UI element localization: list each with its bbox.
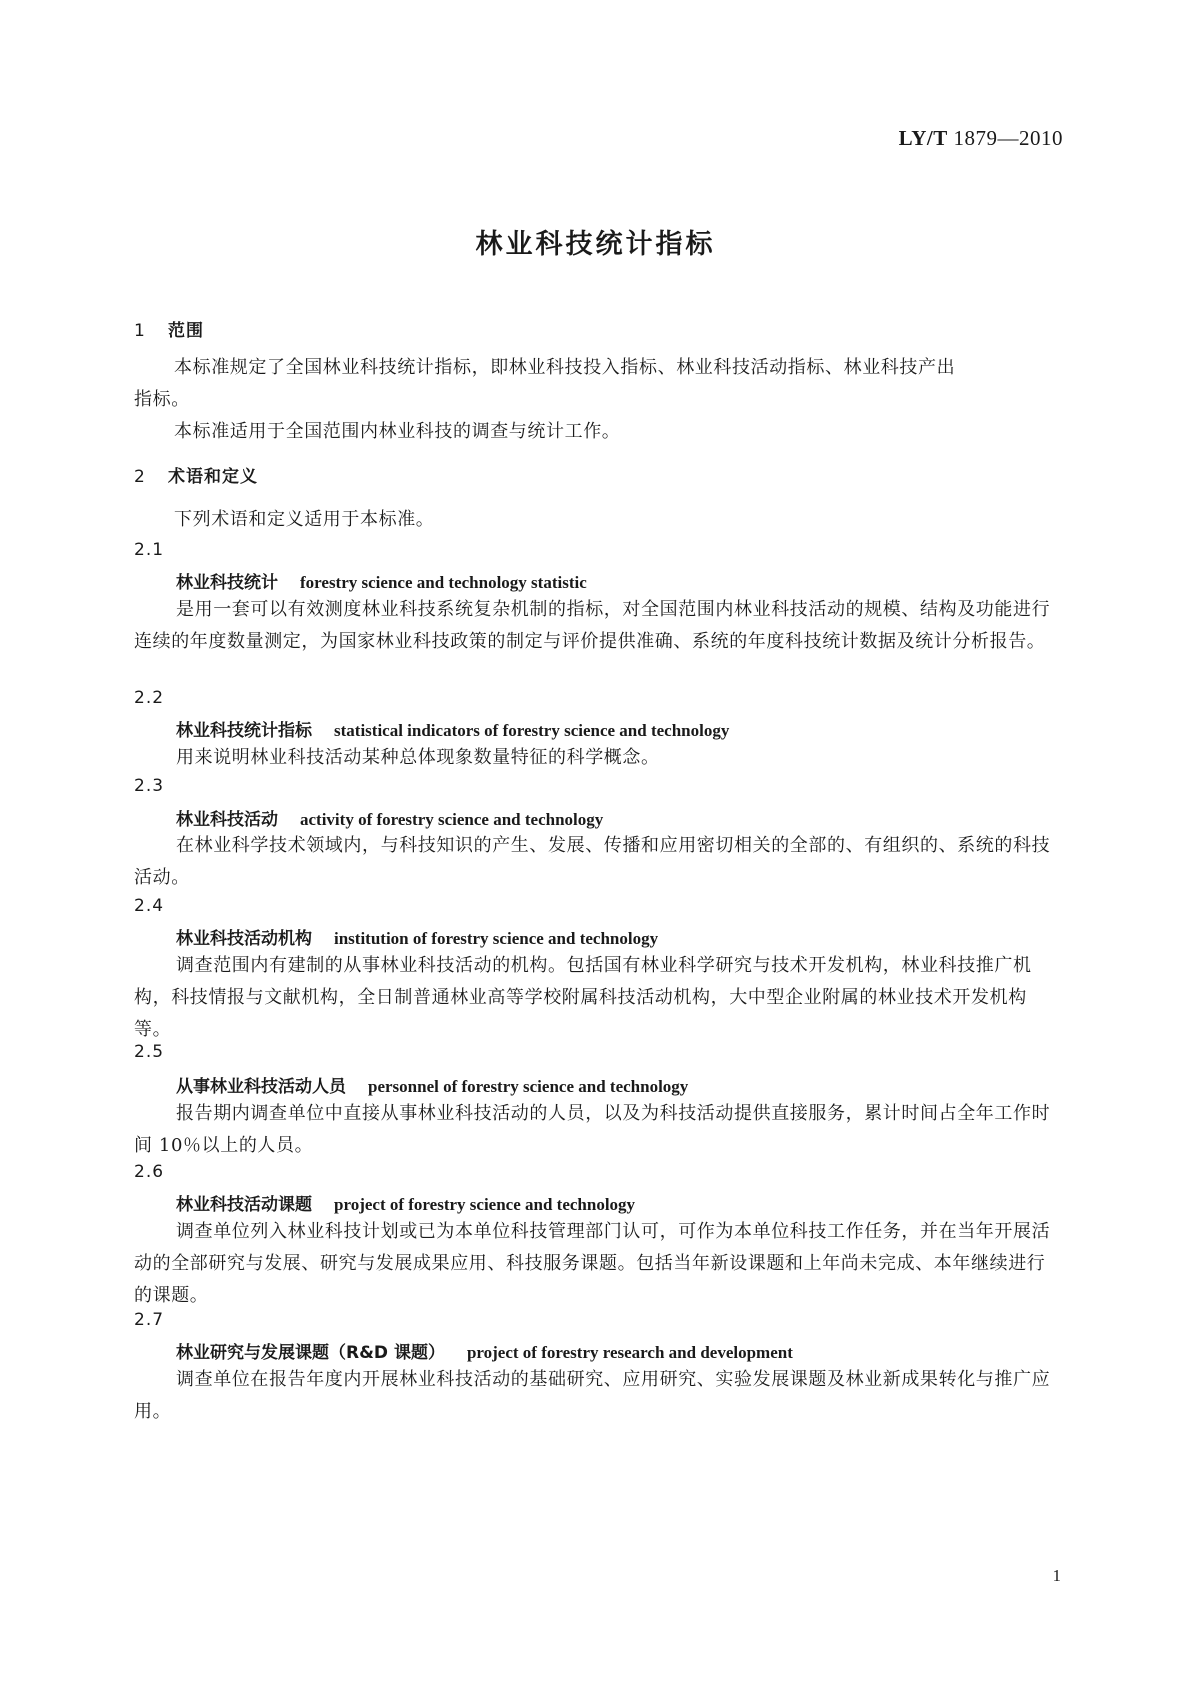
term-english: forestry science and technology statistic [300, 573, 587, 592]
term-heading [176, 1190, 635, 1215]
section-title: 术语和定义 [168, 467, 258, 487]
term-heading [176, 1072, 688, 1097]
term-heading [176, 924, 658, 949]
term-heading [176, 568, 587, 593]
term-number: 2.7 [134, 1310, 165, 1330]
scope-paragraph-1-line-2: 指标。 [134, 389, 190, 410]
section-1-heading [134, 316, 204, 341]
standard-code [899, 126, 1063, 151]
term-number: 2.5 [134, 1042, 165, 1062]
section-2-heading [134, 462, 258, 487]
term-chinese: 林业科技活动机构 [176, 929, 312, 949]
term-definition: 调查单位在报告年度内开展林业科技活动的基础研究、应用研究、实验发展课题及林业新成果转化与推广应用。 [134, 1369, 1051, 1422]
term-chinese: 林业科技活动 [176, 810, 278, 830]
term-heading [176, 1338, 793, 1363]
term-english: activity of forestry science and technology [300, 810, 604, 829]
term-definition: 调查范围内有建制的从事林业科技活动的机构。包括国有林业科学研究与技术开发机构，林业科技推广机构，科技情报与文献机构，全日制普通林业高等学校附属科技活动机构，大中型企业附属的林业技术开发机构等。 [134, 955, 1032, 1040]
term-english: personnel of forestry science and technology [368, 1077, 689, 1096]
term-number: 2.1 [134, 540, 165, 560]
scope-paragraph-1 [134, 352, 1054, 416]
term-definition: 是用一套可以有效测度林业科技系统复杂机制的指标，对全国范围内林业科技活动的规模、结构及功能进行连续的年度数量测定，为国家林业科技政策的制定与评价提供准确、系统的年度科技统计数据及统计分析报告。 [134, 599, 1051, 652]
term-number: 2.2 [134, 688, 165, 708]
page-number: 1 [1052, 1566, 1061, 1585]
scope-paragraph-2 [134, 416, 1054, 448]
term-english: project of forestry research and development [466, 1343, 793, 1362]
standard-code-number: 1879—2010 [953, 126, 1063, 150]
terms-intro-text: 下列术语和定义适用于本标准。 [174, 509, 435, 530]
term-number: 2.4 [134, 896, 165, 916]
term-heading [176, 805, 603, 830]
standard-code-prefix: LY/T [898, 126, 948, 150]
section-title: 范围 [168, 321, 204, 341]
term-chinese: 林业研究与发展课题（R&D 课题） [176, 1343, 445, 1363]
term-chinese: 林业科技活动课题 [176, 1195, 312, 1215]
section-number: 1 [134, 321, 145, 341]
document-title: 林业科技统计指标 [475, 229, 716, 260]
term-chinese: 林业科技统计指标 [176, 721, 312, 741]
term-english: statistical indicators of forestry science and technology [334, 721, 730, 740]
term-heading [176, 716, 729, 741]
term-chinese: 从事林业科技活动人员 [176, 1077, 346, 1097]
term-definition: 调查单位列入林业科技计划或已为本单位科技管理部门认可，可作为本单位科技工作任务，并在当年开展活动的全部研究与发展、研究与发展成果应用、科技服务课题。包括当年新设课题和上年尚未完成、本年继续进行的课题。 [134, 1221, 1051, 1306]
term-definition: 在林业科学技术领域内，与科技知识的产生、发展、传播和应用密切相关的全部的、有组织的、系统的科技活动。 [134, 835, 1051, 888]
term-chinese: 林业科技统计 [176, 573, 278, 593]
term-definition: 报告期内调查单位中直接从事林业科技活动的人员，以及为科技活动提供直接服务，累计时间占全年工作时间 10％以上的人员。 [134, 1103, 1051, 1156]
scope-paragraph-2-text: 本标准适用于全国范围内林业科技的调查与统计工作。 [174, 421, 621, 442]
section-number: 2 [134, 467, 145, 487]
term-number: 2.3 [134, 776, 165, 796]
term-definition: 用来说明林业科技活动某种总体现象数量特征的科学概念。 [176, 747, 660, 768]
term-number: 2.6 [134, 1162, 165, 1182]
scope-paragraph-1-line-1: 本标准规定了全国林业科技统计指标，即林业科技投入指标、林业科技活动指标、林业科技产出 [174, 357, 956, 378]
term-english: project of forestry science and technology [334, 1195, 636, 1214]
term-english: institution of forestry science and technology [334, 929, 659, 948]
terms-intro [134, 504, 1054, 536]
